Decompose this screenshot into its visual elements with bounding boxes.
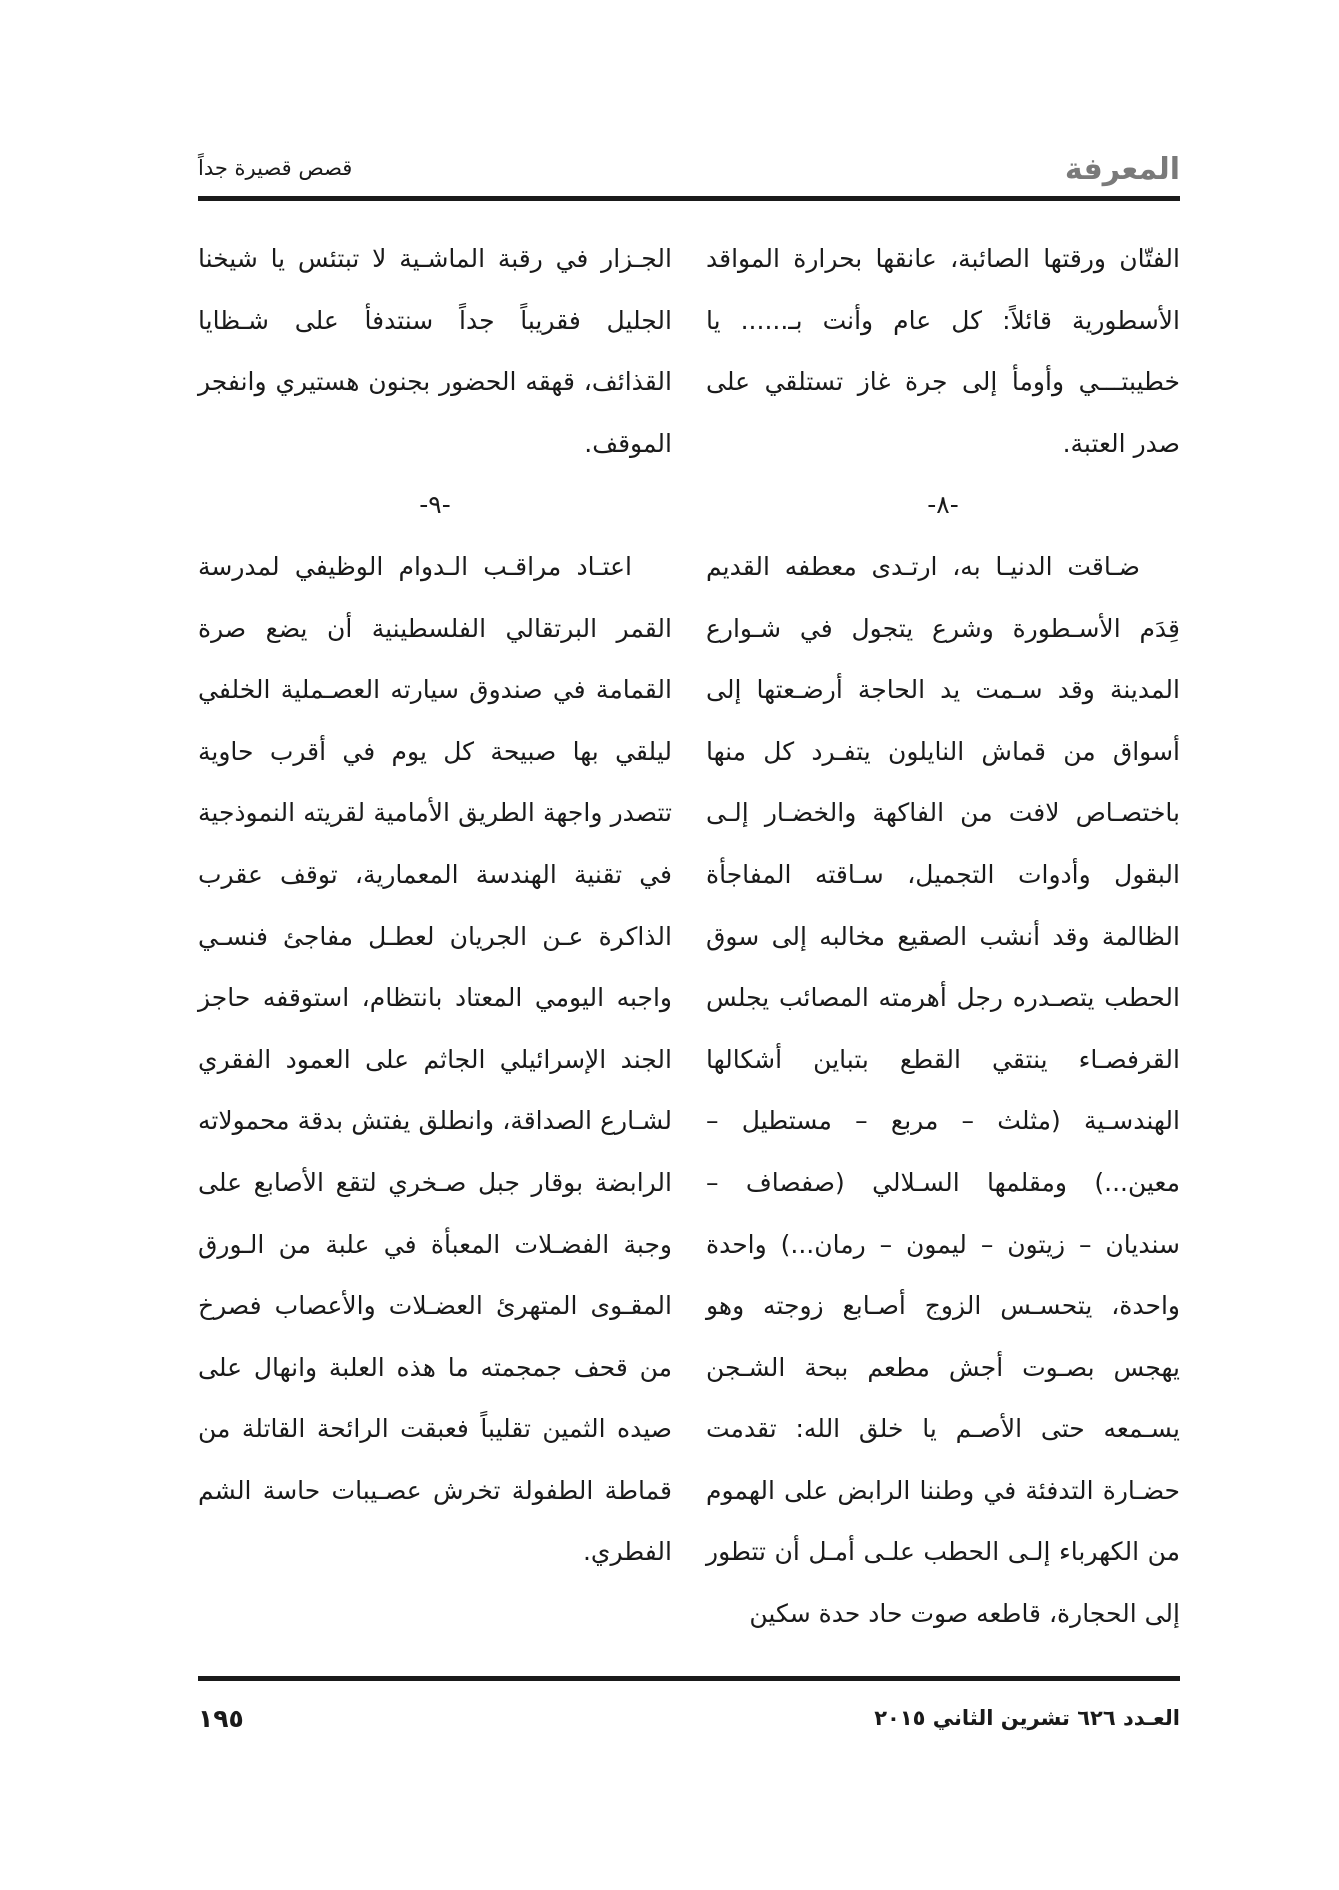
footer-rule [198,1676,1180,1681]
journal-logo: المعرفة [1064,152,1180,187]
right-column [706,228,1180,1645]
paragraph: ضـاقت الدنيـا به، ارتـدى معطفه القديم قِدَم الأسـطورة وشرع يتجول في شـوارع المدينة وقد سـمت يد الحاجة أرضـعتها إلى أسواق من قماش النايلون يتفـرد كل منها باختصـاص لافت من الفاكهة والخضـار إلـى البقول وأدوات التجميل، سـاقته المفاجأة الظالمة وقد أنشب الصقيع مخالبه إلى سوق الحطب يتصـدره رجل أهرمته المصائب يجلس القرفصـاء ينتقي القطع بتباين أشكالها الهندسـية (مثلث – مربع – مستطيل – معين...) ومقلمها السـلالي (صفصاف – سنديان – زيتون – ليمون – رمان...) واحدة واحدة، يتحسـس الزوج أصـابع زوجته وهو يهجس بصـوت أجش مطعم ببحة الشـجن يسـمعه حتى الأصـم يا خلق الله: تقدمت حضـارة التدفئة في وطننا الرابض على الهموم من الكهرباء إلـى الحطب علـى أمـل أن تتطور إلى الحجارة، قاطعه صوت حاد حدة سكين [706,551,1180,1629]
section-title: قصص قصيرة جداً [198,156,353,180]
page-footer [198,1704,1180,1744]
paragraph: اعتـاد مراقـب الـدوام الوظيفي لمدرسة القمر البرتقالي الفلسطينية أن يضع صرة القمامة في صندوق سيارته العصـملية الخلفي ليلقي بها صبيحة كل يوم في أقرب حاوية تتصدر واجهة الطريق الأمامية لقريته النموذجية في تقنية الهندسة المعمارية، توقف عقرب الذاكرة عـن الجريان لعطـل مفاجئ فنسـي واجبه اليومي المعتاد بانتظام، استوقفه حاجز الجند الإسرائيلي الجاثم على العمود الفقري لشـارع الصداقة، وانطلق يفتش بدقة محمولاته الرابضة بوقار جبل صـخري لتقع الأصابع على وجبة الفضـلات المعبأة في علبة من الـورق المقـوى المتهرئ العضـلات والأعصاب فصرخ من قحف جمجمته ما هذه العلبة وانهال على صيده الثمين تقليباً فعبقت الرائحة القاتلة من قماطة الطفولة تخرش عصـيبات حاسة الشم الفطري. [198,551,672,1567]
left-column [198,228,672,1583]
issue-info: العـدد ٦٢٦ تشرين الثاني ٢٠١٥ [874,1706,1180,1730]
story-number-marker: -٩- [419,490,451,520]
page-header [198,152,1180,192]
header-rule [198,196,1180,201]
paragraph: الجـزار في رقبة الماشـية لا تبتئس يا شيخنا الجليل فقريباً جداً سنتدفأ على شـظايا القذائف، قهقه الحضور بجنون هستيري وانفجر الموقف. [198,244,672,458]
story-number-marker: -٨- [927,490,959,520]
page-number: ١٩٥ [198,1704,244,1733]
paragraph: الفتّان ورقتها الصائبة، عانقها بحرارة المواقد الأسطورية قائلاً: كل عام وأنت بـ...... يا خطيبتـــي وأومأ إلى جرة غاز تستلقي على صدر العتبة. [706,244,1180,458]
